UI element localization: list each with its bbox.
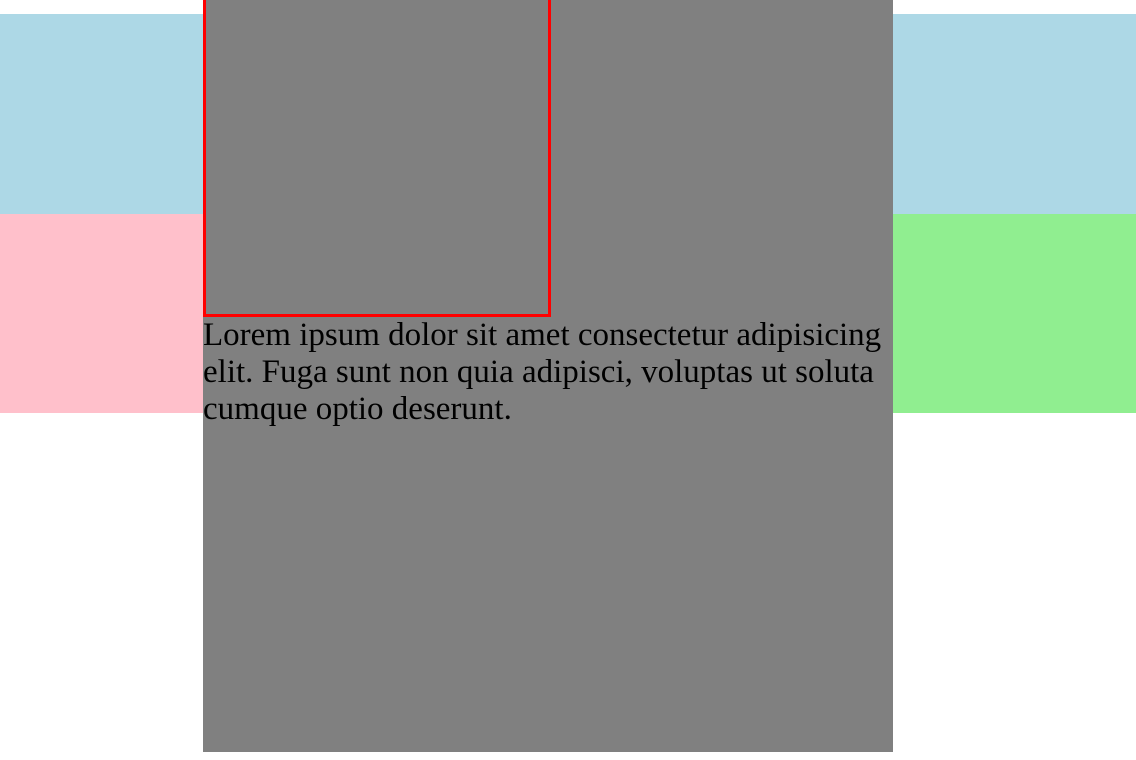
lorem-paragraph: Lorem ipsum dolor sit amet consectetur adipisicing elit. Fuga sunt non quia adipisci, voluptas ut soluta cumque optio deserunt. [203,317,882,427]
placeholder-image [203,0,551,317]
content-column [203,0,893,752]
